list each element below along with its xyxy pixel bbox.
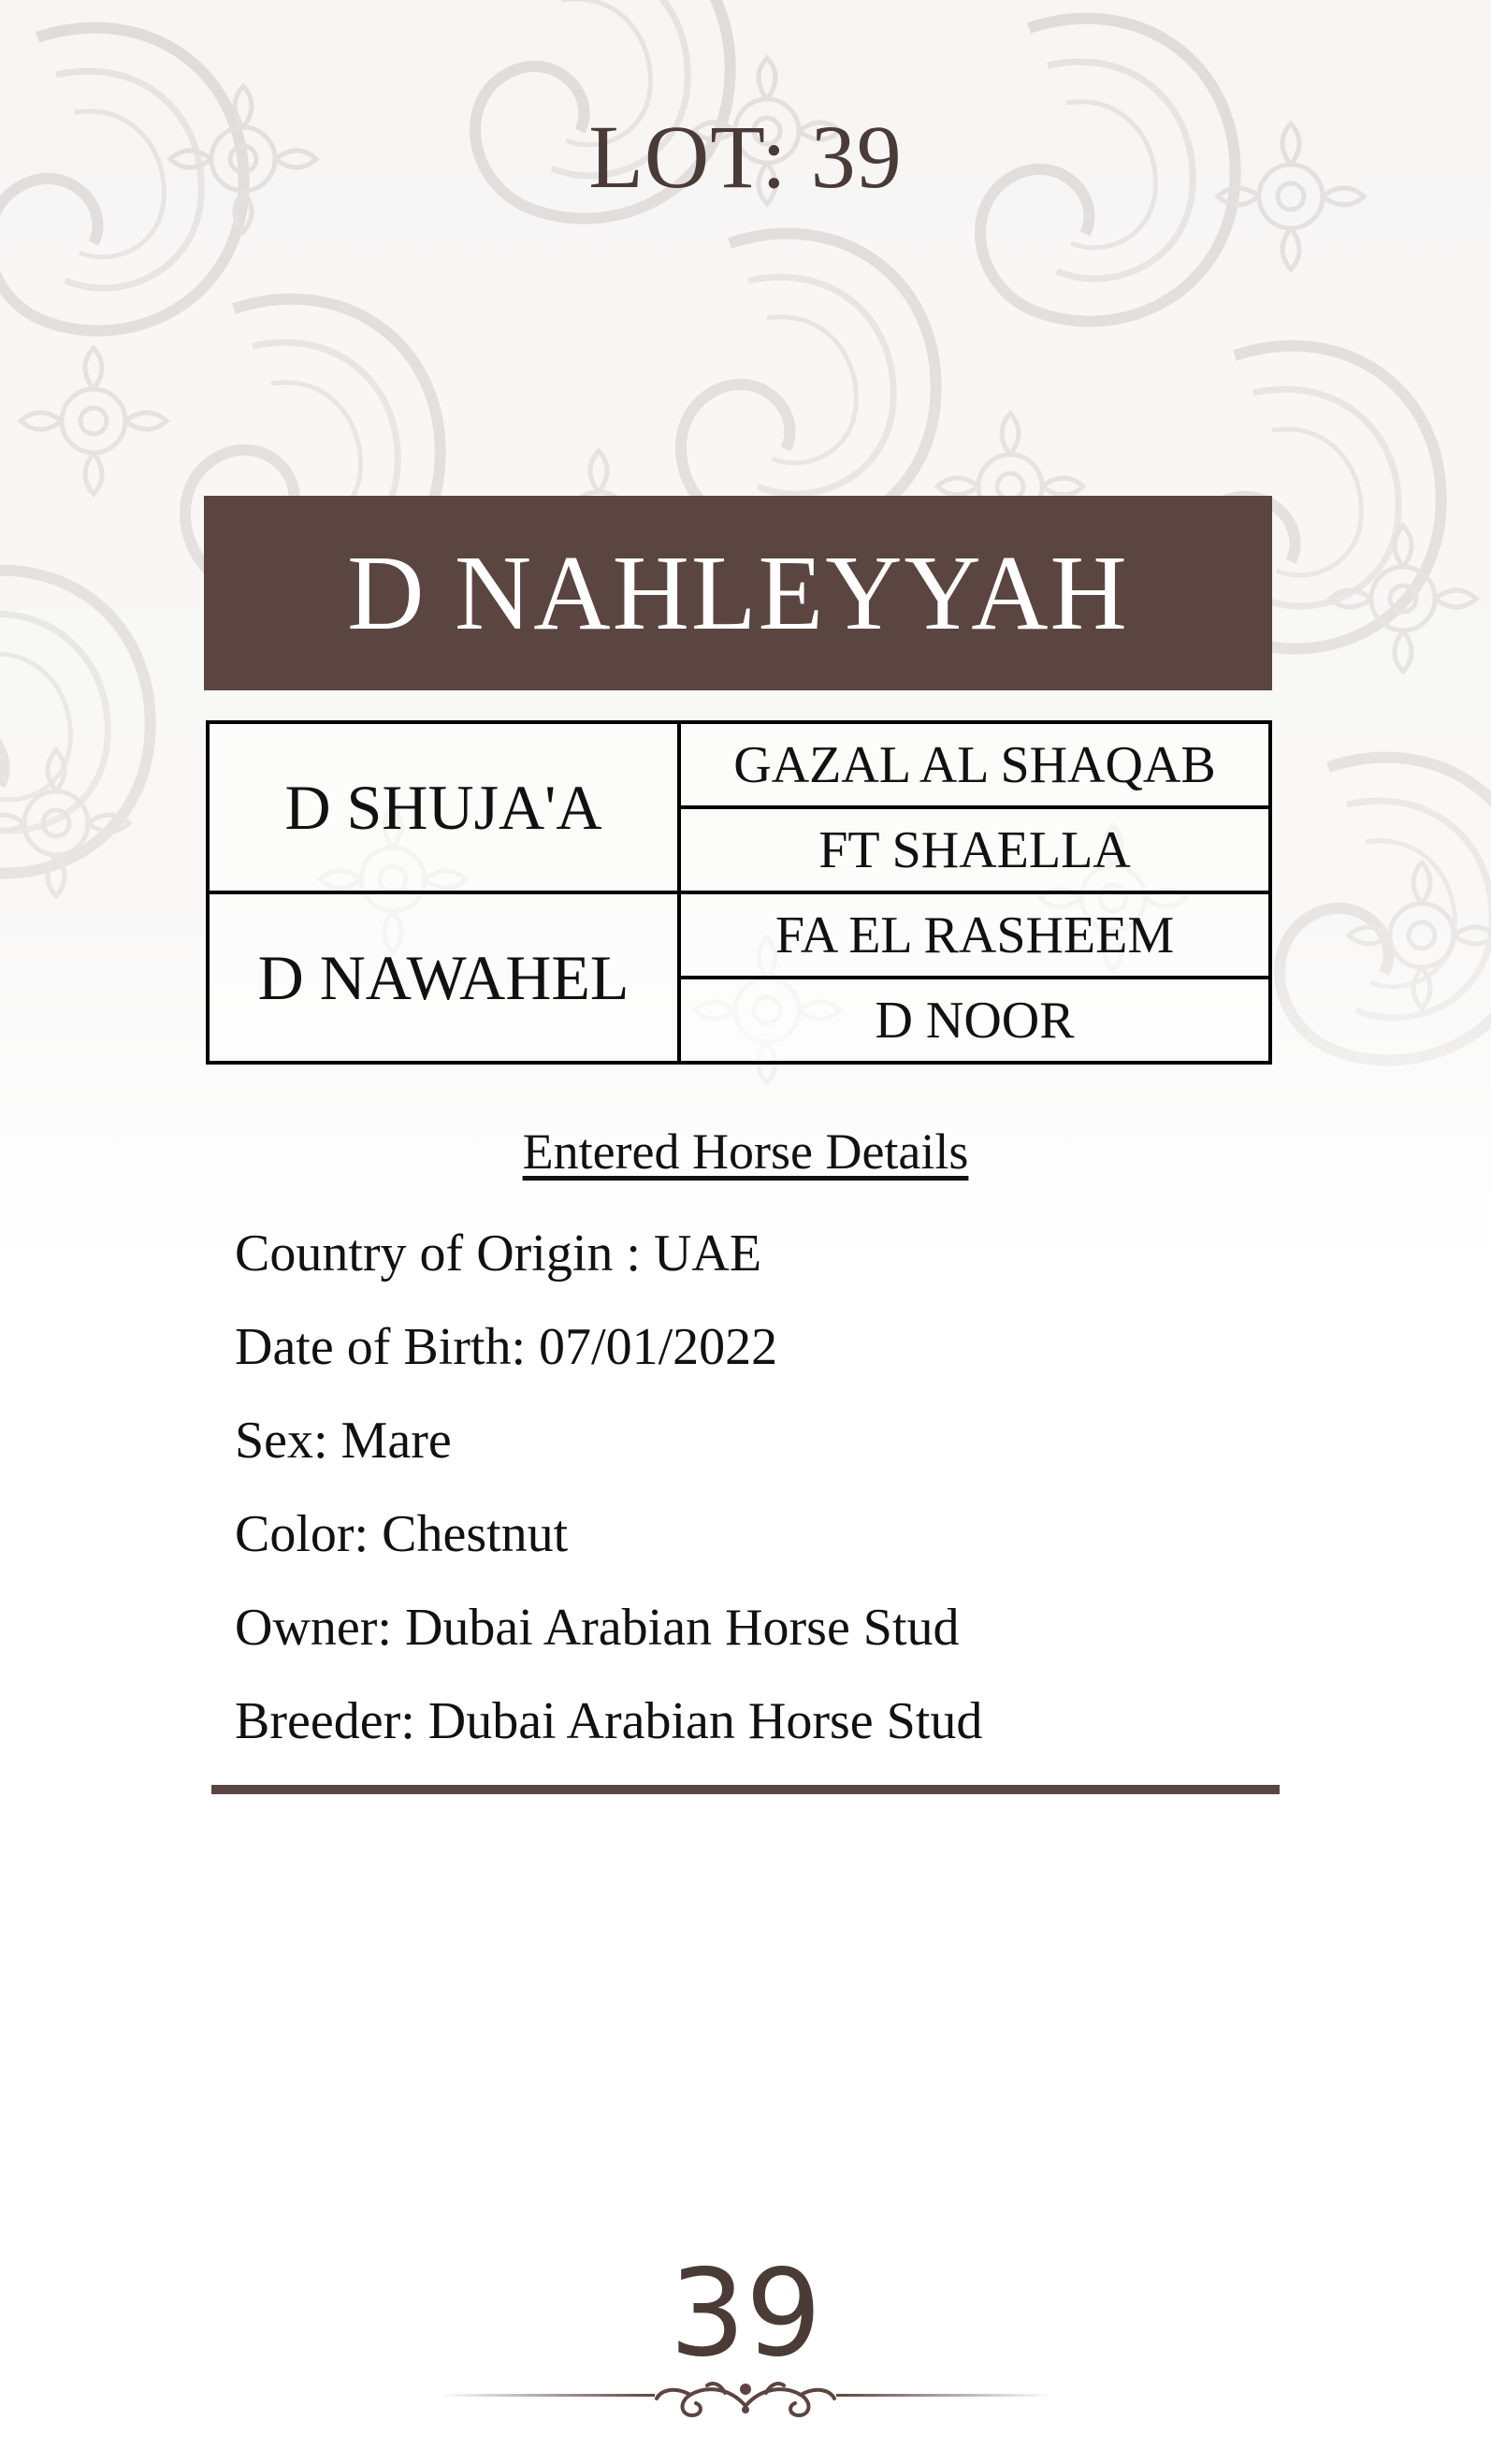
detail-country-of-origin: Country of Origin : UAE [235,1225,762,1283]
lot-number-title: LOT: 39 [588,107,903,207]
detail-breeder: Breeder: Dubai Arabian Horse Stud [235,1692,983,1750]
section-divider [211,1785,1280,1794]
sire-sire-cell: GAZAL AL SHAQAB [679,722,1270,807]
detail-color: Color: Chestnut [235,1505,569,1563]
details-heading: Entered Horse Details [522,1123,969,1180]
sire-dam-cell: FT SHAELLA [679,807,1270,892]
horse-details-list [235,1207,982,1768]
detail-date-of-birth: Date of Birth: 07/01/2022 [235,1318,778,1376]
horse-name: D NAHLEYYAH [347,533,1129,652]
horse-name-banner [204,496,1272,690]
pedigree-row [208,892,1270,978]
dam-dam-cell: D NOOR [679,978,1270,1063]
page-number: 39 [669,2244,822,2384]
detail-owner: Owner: Dubai Arabian Horse Stud [235,1599,960,1657]
dam-cell: D NAWAHEL [208,892,679,1063]
pedigree-row [208,722,1270,807]
dam-sire-cell: FA EL RASHEEM [679,892,1270,978]
pedigree-table [206,720,1272,1065]
detail-sex: Sex: Mare [235,1412,452,1470]
sire-cell: D SHUJA'A [208,722,679,892]
scroll-ornament-icon [440,2378,1051,2425]
